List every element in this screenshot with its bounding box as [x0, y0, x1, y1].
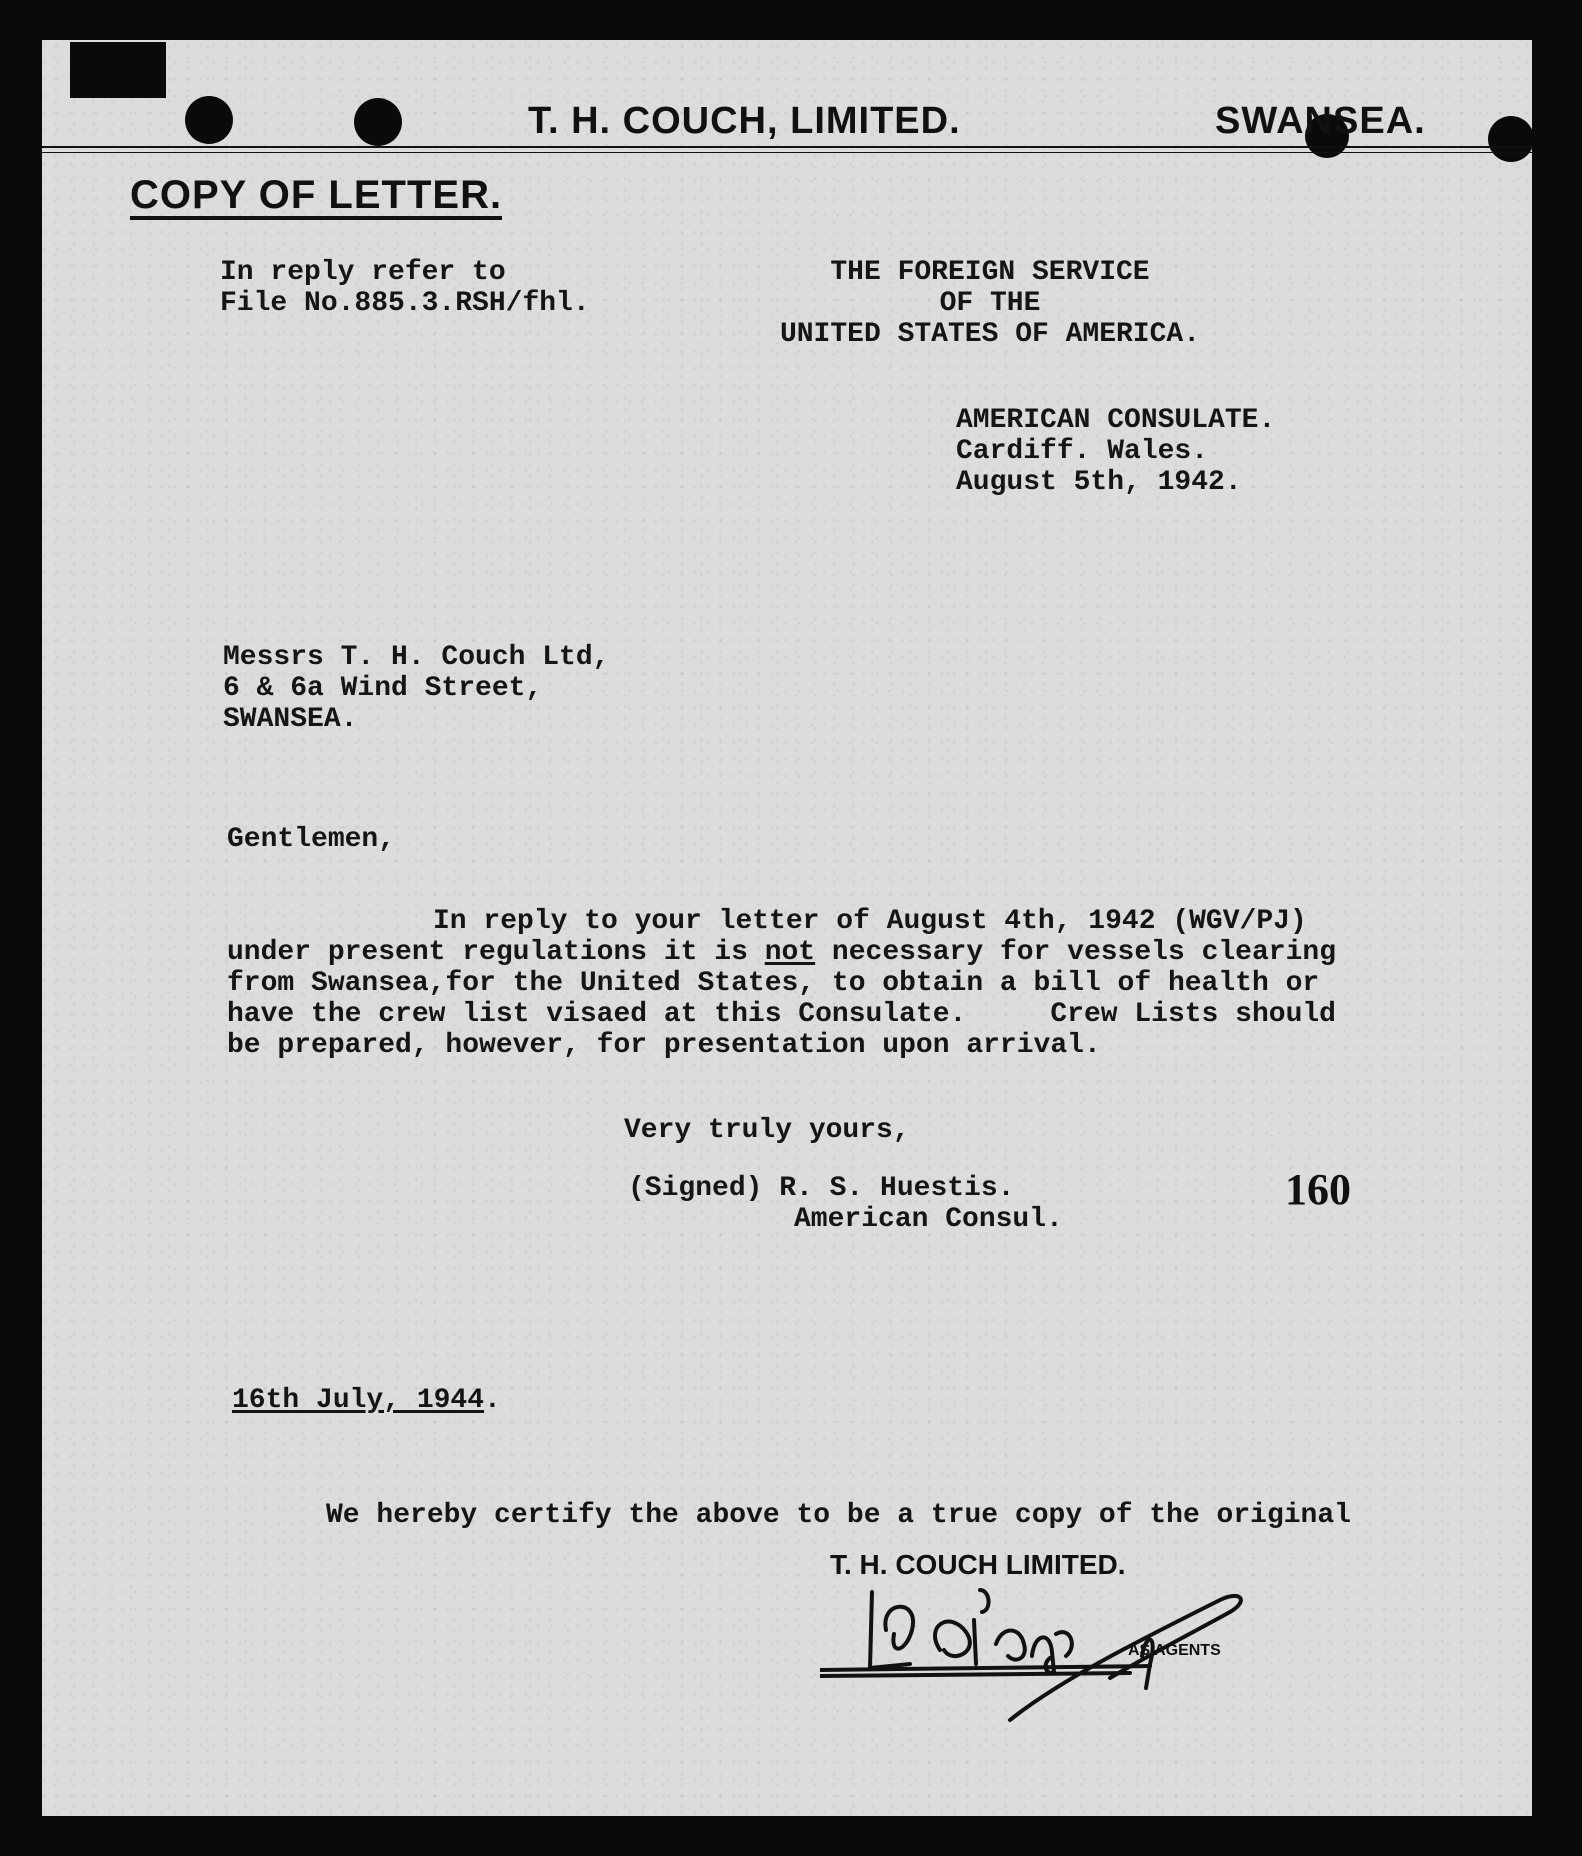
recipient-address [223, 642, 609, 735]
closing: Very truly yours, [624, 1115, 910, 1146]
service-line: UNITED STATES OF AMERICA. [779, 319, 1201, 350]
service-line: OF THE [939, 288, 1041, 319]
emphasis-not: not [764, 937, 816, 968]
certification-statement: We hereby certify the above to be a true copy of the original [326, 1500, 1351, 1531]
letterhead-rule [42, 152, 1532, 153]
letter-date: August 5th, 1942. [956, 467, 1242, 498]
reference-line: In reply refer to [220, 257, 506, 288]
letter-body [227, 906, 1487, 1061]
salutation: Gentlemen, [227, 824, 396, 855]
consulate-name: AMERICAN CONSULATE. [956, 405, 1276, 436]
punch-hole [1488, 116, 1534, 162]
company-stamp: T. H. COUCH LIMITED. [830, 1549, 1126, 1580]
body-line: under present regulations it is not necessary for vessels clearing [227, 937, 1336, 968]
consulate-city: Cardiff. Wales. [956, 436, 1209, 467]
consulate-address [956, 405, 1275, 498]
letterhead-rule [42, 146, 1532, 148]
recipient-street: 6 & 6a Wind Street, [223, 673, 543, 704]
body-line: from Swansea,for the United States, to obtain a bill of health or [227, 968, 1320, 999]
body-line: In reply to your letter of August 4th, 1942 (WGV/PJ) [433, 906, 1307, 937]
reference-block [220, 257, 590, 319]
service-line: THE FOREIGN SERVICE [830, 257, 1150, 288]
certification-date: 16th July, 1944. [232, 1385, 501, 1416]
signed-line: (Signed) R. S. Huestis. [628, 1173, 1015, 1204]
body-line: have the crew list visaed at this Consulate. Crew Lists should [227, 999, 1336, 1030]
letterhead-company: T. H. COUCH, LIMITED. [528, 100, 961, 142]
foreign-service-block [740, 257, 1240, 350]
punch-hole [354, 98, 402, 146]
scan-tab-mark [70, 42, 166, 98]
as-agents-stamp: AS AGENTS [1128, 1642, 1221, 1659]
page-title: COPY OF LETTER. [130, 174, 502, 220]
body-line: be prepared, however, for presentation upon arrival. [227, 1030, 1101, 1061]
reference-file-number: File No.885.3.RSH/fhl. [220, 288, 590, 319]
signature-block [628, 1173, 1063, 1235]
recipient-town: SWANSEA. [223, 704, 358, 735]
recipient-name: Messrs T. H. Couch Ltd, [223, 642, 610, 673]
page-number: 160 [1285, 1165, 1351, 1214]
punch-hole [185, 96, 233, 144]
letterhead-town: SWANSEA. [1215, 100, 1426, 142]
signer-title: American Consul. [794, 1204, 1063, 1235]
